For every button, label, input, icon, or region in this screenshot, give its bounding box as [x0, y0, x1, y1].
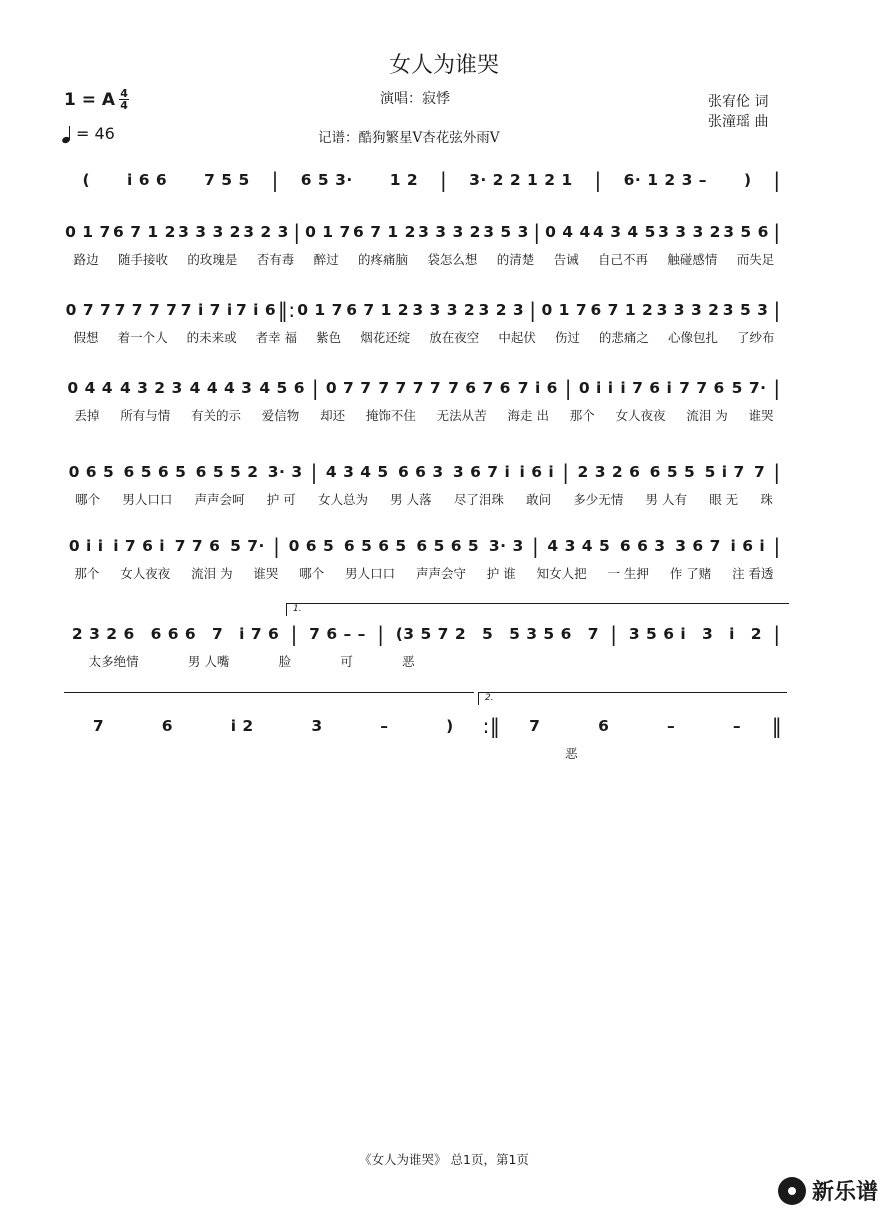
lyric-phrase: 那个: [569, 408, 595, 423]
lyric-phrase: 随手接收: [118, 252, 169, 267]
lyric-phrase: 海走 出: [507, 408, 549, 423]
note-group: i 6 i: [730, 537, 766, 555]
notation-row: [64, 220, 784, 244]
lyric-phrase: 无法从苦: [436, 408, 487, 423]
note-group: i 6 i: [519, 463, 555, 481]
note-group: 3 6 7 i: [452, 463, 511, 481]
lyric-phrase: 所有与情: [120, 408, 171, 423]
page-title: 女人为谁哭: [388, 53, 499, 78]
note-group: 4 3 4 5: [593, 223, 656, 241]
note-group: 5 3 5 6: [509, 625, 572, 643]
note-group: 3 3 3 2: [656, 301, 720, 319]
barline: |: [533, 220, 541, 244]
lyric-phrase: [489, 652, 538, 670]
note-group: 5: [481, 625, 494, 643]
lyric-phrase: 而失足: [736, 252, 775, 267]
lyric-phrase: 伤过: [554, 330, 580, 345]
lyric-phrase: 的悲痛之: [598, 330, 649, 345]
lyric-phrase: [123, 744, 182, 762]
note-group: 0 6 5: [288, 537, 335, 555]
note-group: 2: [750, 625, 763, 643]
lyric-phrase: 可: [340, 654, 353, 669]
note-group: 0 1 7: [65, 223, 111, 241]
lyric-phrase: 女人总为: [317, 492, 368, 507]
lyric-phrase: 知女人把: [536, 566, 587, 581]
note-group: 6· 1 2 3 –: [623, 171, 708, 189]
note-group: 3: [702, 625, 714, 643]
notation-row: [64, 376, 784, 400]
note-group: 1 2: [389, 171, 419, 189]
note-group: 3· 2 2 1 2 1: [469, 171, 573, 189]
barline: :‖: [482, 714, 501, 738]
transcriber: 记谱：酷狗繁星V杏花弦外雨V: [318, 130, 500, 146]
lyric-phrase: 流泪 为: [686, 408, 728, 423]
lyric-phrase: 作 了赌: [669, 566, 712, 581]
note-group: 7 i 6: [517, 379, 558, 397]
note-group: 7: [587, 625, 600, 643]
lyric-phrase: 告诫: [553, 252, 579, 267]
lyric-phrase: 声声会守: [415, 566, 466, 581]
lyric-phrase: [587, 652, 636, 670]
barline: |: [273, 534, 281, 558]
note-group: 6: [598, 717, 610, 735]
note-group: 7 7 7 7: [378, 379, 442, 397]
barline: |: [564, 376, 573, 400]
note-group: 6 5 6 5: [416, 537, 480, 555]
quarter-note-icon: [62, 125, 72, 143]
barline: |: [594, 168, 602, 192]
note-group: 6 5 6 5: [123, 463, 187, 481]
lyric-phrase: 的未来或: [186, 330, 237, 345]
singer: 演唱：寂悸: [380, 91, 450, 107]
lyric-phrase: [686, 652, 735, 670]
lyrics-row: [64, 744, 784, 762]
lyric-phrase: 眼 无: [709, 492, 739, 507]
note-group: i 6 6: [127, 171, 168, 189]
volta-first-label: 1.: [293, 604, 302, 614]
barline: |: [531, 534, 540, 558]
barline: |: [610, 622, 618, 646]
note-group: 5 7·: [230, 537, 265, 555]
lyric-phrase: 假想: [73, 330, 99, 345]
lyric-phrase: 流泪 为: [191, 566, 233, 581]
lyric-phrase: 的清楚: [496, 252, 535, 267]
note-group: 6 6 6: [150, 625, 197, 643]
note-group: 6 7 1 2: [113, 223, 176, 241]
key-label: 1 = A: [64, 89, 116, 110]
barline: |: [773, 460, 781, 484]
composer: 张潼瑶 曲: [708, 114, 769, 130]
logo-text: 新乐谱: [811, 1180, 878, 1205]
barline: |: [271, 168, 279, 192]
barline: |: [773, 168, 781, 192]
lyric-phrase: 太多绝情: [88, 654, 139, 669]
lyric-phrase: [241, 744, 300, 762]
note-group: 3 5 6 i: [628, 625, 687, 643]
note-group: 3· 3: [488, 537, 524, 555]
note-group: 3 3 3 2: [658, 223, 721, 241]
note-group: 6 6 3: [398, 463, 444, 481]
lyric-phrase: 爱信物: [261, 408, 300, 423]
note-group: 3 5 3: [483, 223, 529, 241]
barline: |: [562, 460, 570, 484]
lyric-phrase: 醉过: [313, 252, 339, 267]
note-group: 6 5 6 5: [343, 537, 407, 555]
lyric-phrase: 心像包扎: [667, 330, 718, 345]
note-group: 3 5 3: [722, 301, 769, 319]
lyric-phrase: 男人口口: [345, 566, 396, 581]
site-logo: [778, 1175, 878, 1206]
barline: ‖:: [277, 298, 296, 322]
barline: |: [290, 622, 298, 646]
note-group: i 2: [230, 717, 254, 735]
lyrics-row: [64, 564, 784, 582]
note-group: i 7 6 i: [113, 537, 166, 555]
lyric-phrase: 尽了泪珠: [453, 492, 504, 507]
note-group: 0 6 5: [68, 463, 115, 481]
note-group: 7 5 5: [204, 171, 250, 189]
note-group: ): [743, 171, 752, 189]
note-group: 6 7 1 2: [353, 223, 416, 241]
note-group: (: [82, 171, 91, 189]
lyric-phrase: 男 人嘴: [187, 654, 230, 669]
lyric-phrase: 脸: [278, 654, 292, 669]
lyric-phrase: 自己不再: [598, 252, 649, 267]
key-signature: [64, 88, 129, 111]
note-group: 0 i i: [68, 537, 104, 555]
note-group: 7 i 6: [235, 301, 277, 319]
note-group: 7 7 6: [174, 537, 221, 555]
note-group: 6 7 1 2: [346, 301, 410, 319]
lyric-phrase: 敢问: [526, 492, 552, 507]
note-group: 4 3 4 5: [547, 537, 611, 555]
lyric-phrase: 男人口口: [122, 492, 173, 507]
lyric-phrase: [418, 744, 477, 762]
note-group: 0 1 7: [297, 301, 343, 319]
note-group: 6 7 1 2: [590, 301, 654, 319]
volta-second-label: 2.: [485, 693, 494, 703]
lyric-phrase: 女人夜夜: [615, 408, 666, 423]
note-group: 2 3 2 6: [71, 625, 135, 643]
note-group: 5 7·: [731, 379, 767, 397]
lyric-phrase: 哪个: [299, 566, 325, 581]
lyric-phrase: 多少无情: [573, 492, 624, 507]
lyric-phrase: 护 可: [266, 492, 296, 507]
lyric-phrase: [538, 652, 587, 670]
lyric-phrase: 的疼痛脑: [358, 252, 409, 267]
notation-row: [64, 298, 784, 322]
lyric-phrase: 一 生押: [607, 566, 649, 581]
lyric-phrase: [359, 744, 418, 762]
note-group: 6 6 3: [619, 537, 666, 555]
note-group: 3 2 3: [243, 223, 289, 241]
barline: |: [773, 220, 781, 244]
lyric-phrase: 了纱布: [737, 330, 775, 345]
lyric-phrase: 哪个: [75, 492, 101, 507]
lyric-phrase: [182, 744, 241, 762]
barline: |: [773, 622, 781, 646]
lyric-phrase: 珠: [760, 492, 773, 507]
lyric-phrase: 却还: [320, 408, 346, 423]
barline: |: [293, 220, 301, 244]
note-group: 0 4 4: [545, 223, 591, 241]
note-group: 7: [212, 625, 224, 643]
note-group: 0 1 7: [541, 301, 588, 319]
note-group: 3 5 6: [723, 223, 769, 241]
note-group: 3 3 3 2: [412, 301, 476, 319]
note-group: 7 i 7 i: [180, 301, 233, 319]
note-group: –: [732, 717, 742, 735]
note-group: (3 5 7 2: [395, 625, 467, 643]
lyric-phrase: [735, 652, 784, 670]
notation-row: [64, 534, 784, 558]
lyric-phrase: 中起伏: [498, 330, 536, 345]
page-footer: 《女人为谁哭》 总1页，第1页: [359, 1152, 529, 1167]
note-group: 0 4 4: [67, 379, 114, 397]
note-group: ): [446, 717, 454, 735]
lyrics-row: [64, 250, 784, 268]
lyric-phrase: 恶: [565, 746, 578, 761]
note-group: 4 3 2 3: [119, 379, 183, 397]
lyric-phrase: [439, 652, 488, 670]
note-group: 0 7 7: [325, 379, 372, 397]
lyric-phrase: 男 人落: [390, 492, 432, 507]
notation-row: [64, 168, 784, 192]
lyric-phrase: 恶: [402, 654, 415, 669]
note-group: 6 5 5 2: [195, 463, 259, 481]
lyric-phrase: 女人夜夜: [120, 566, 171, 581]
lyric-phrase: 否有毒: [256, 252, 295, 267]
vinyl-logo-icon: [778, 1177, 806, 1205]
tempo-marking: [62, 124, 115, 143]
barline: |: [440, 168, 448, 192]
lyric-phrase: 烟花还绽: [360, 330, 411, 345]
note-group: 7 7 7 7: [114, 301, 178, 319]
lyrics-row: [64, 328, 784, 346]
note-group: i 7 6: [239, 625, 280, 643]
barline: ‖: [771, 714, 783, 738]
lyric-phrase: 路边: [73, 252, 99, 267]
barline: |: [311, 376, 320, 400]
lyrics-row: [64, 406, 784, 424]
lyricist: 张宥伦 词: [708, 94, 769, 110]
lyric-phrase: [636, 652, 685, 670]
note-group: 3· 3: [267, 463, 303, 481]
volta-first-ending: [286, 603, 789, 616]
barline: |: [529, 298, 537, 322]
lyric-phrase: 袋怎么想: [427, 252, 478, 267]
note-group: 5 i 7: [704, 463, 745, 481]
lyric-phrase: 有关的示: [190, 408, 241, 423]
note-group: 7 7 6: [679, 379, 725, 397]
note-group: 3 2 3: [478, 301, 525, 319]
lyric-phrase: [666, 744, 725, 762]
note-group: i 7 6 i: [620, 379, 673, 397]
lyric-phrase: 触碰感情: [667, 252, 718, 267]
lyrics-row: [64, 652, 784, 670]
note-group: 7: [92, 717, 105, 735]
lyric-phrase: 紫色: [316, 330, 342, 345]
lyric-phrase: 丢掉: [74, 408, 100, 423]
lyric-phrase: 那个: [74, 566, 100, 581]
notation-row: [64, 622, 784, 646]
lyric-phrase: [477, 744, 536, 762]
note-group: 4 3 4 5: [325, 463, 389, 481]
note-group: 3 6 7: [675, 537, 721, 555]
barline: |: [310, 460, 318, 484]
lyric-phrase: 着一个人: [117, 330, 168, 345]
note-group: 4 4 4 3: [189, 379, 253, 397]
note-group: 3: [311, 717, 323, 735]
note-group: –: [380, 717, 389, 735]
note-group: 3 3 3 2: [418, 223, 481, 241]
lyric-phrase: 掩饰不住: [365, 408, 416, 423]
time-den: 4: [120, 99, 128, 112]
lyric-phrase: 放在夜空: [429, 330, 480, 345]
volta-second-ending: [478, 692, 787, 705]
time-num: 4: [120, 87, 128, 100]
note-group: 0 1 7: [305, 223, 351, 241]
note-group: 7 6 7 6: [448, 379, 511, 397]
note-group: 7: [529, 717, 541, 735]
note-group: 0 i i: [578, 379, 614, 397]
notation-row: [64, 460, 784, 484]
lyric-phrase: [607, 744, 666, 762]
lyric-phrase: 者幸 福: [255, 330, 298, 345]
barline: |: [773, 534, 781, 558]
lyric-phrase: 男 人有: [645, 492, 687, 507]
barline: |: [377, 622, 385, 646]
note-group: i: [729, 625, 735, 643]
lyric-phrase: 注 看透: [732, 566, 774, 581]
lyric-phrase: 谁哭: [253, 566, 279, 581]
note-group: 7: [754, 463, 766, 481]
lyric-phrase: 声声会呵: [194, 492, 245, 507]
lyric-phrase: 的玫瑰是: [187, 252, 238, 267]
barline: |: [773, 298, 781, 322]
credits-block: [708, 92, 768, 132]
note-group: 0 7 7: [65, 301, 112, 319]
note-group: 6 5 5: [649, 463, 696, 481]
continuation-line: [64, 692, 474, 693]
lyric-phrase: [725, 744, 784, 762]
tempo-value: = 46: [76, 124, 115, 143]
lyric-phrase: [64, 744, 123, 762]
note-group: 6 5 3·: [300, 171, 353, 189]
time-signature: [119, 88, 129, 111]
barline: |: [773, 376, 781, 400]
note-group: 3 3 3 2: [178, 223, 241, 241]
note-group: 6: [161, 717, 174, 735]
notation-row: [64, 714, 784, 738]
note-group: 7 6 – –: [309, 625, 366, 643]
note-group: 4 5 6: [259, 379, 305, 397]
note-group: 2 3 2 6: [577, 463, 641, 481]
lyric-phrase: 护 谁: [486, 566, 516, 581]
note-group: –: [667, 717, 676, 735]
lyric-phrase: 谁哭: [748, 408, 774, 423]
lyric-phrase: [300, 744, 359, 762]
lyrics-row: [64, 490, 784, 508]
